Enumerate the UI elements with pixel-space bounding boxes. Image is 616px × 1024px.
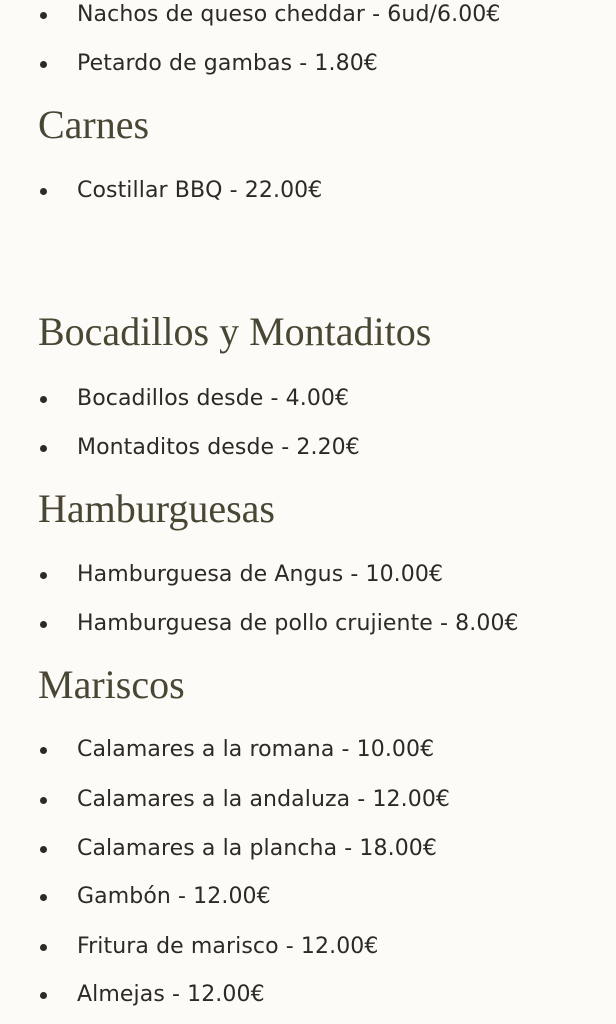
section-title-mariscos: Mariscos bbox=[38, 662, 185, 707]
menu-item bbox=[40, 433, 360, 463]
bullet-icon bbox=[40, 797, 47, 804]
bullet-icon bbox=[40, 12, 47, 19]
bullet-icon bbox=[40, 572, 47, 579]
bullet-icon bbox=[40, 944, 47, 951]
menu-item bbox=[40, 834, 437, 864]
menu-item bbox=[40, 560, 443, 590]
section-title-bocadillos: Bocadillos y Montaditos bbox=[38, 309, 432, 354]
bullet-icon bbox=[40, 188, 47, 195]
menu-item-text: Calamares a la romana - 10.00€ bbox=[77, 737, 435, 762]
bullet-icon bbox=[40, 894, 47, 901]
bullet-icon bbox=[40, 445, 47, 452]
menu-item-text: Montaditos desde - 2.20€ bbox=[77, 435, 360, 460]
menu-item-text: Calamares a la andaluza - 12.00€ bbox=[77, 787, 451, 812]
menu-item-text: Calamares a la plancha - 18.00€ bbox=[77, 836, 437, 861]
menu-item-text: Hamburguesa de pollo crujiente - 8.00€ bbox=[77, 611, 519, 636]
bullet-icon bbox=[40, 396, 47, 403]
menu-item-text: Hamburguesa de Angus - 10.00€ bbox=[77, 562, 444, 587]
menu-item-text: Gambón - 12.00€ bbox=[77, 884, 271, 909]
menu-item bbox=[40, 785, 450, 815]
bullet-icon bbox=[40, 621, 47, 628]
menu-item-text: Bocadillos desde - 4.00€ bbox=[77, 386, 350, 411]
bullet-icon bbox=[40, 846, 47, 853]
menu-item bbox=[40, 932, 378, 962]
menu-item bbox=[40, 176, 322, 206]
menu-item bbox=[40, 384, 349, 414]
bullet-icon bbox=[40, 992, 47, 999]
menu-item bbox=[40, 882, 271, 912]
section-title-hamburguesas: Hamburguesas bbox=[38, 486, 275, 531]
bullet-icon bbox=[40, 747, 47, 754]
section-title-carnes: Carnes bbox=[38, 102, 150, 147]
menu-item-text: Nachos de queso cheddar - 6ud/6.00€ bbox=[77, 2, 501, 27]
menu-item bbox=[40, 0, 501, 30]
menu-item-text: Almejas - 12.00€ bbox=[77, 982, 265, 1007]
menu-item bbox=[40, 735, 434, 765]
menu-item bbox=[40, 980, 265, 1010]
bullet-icon bbox=[40, 61, 47, 68]
menu-item-text: Fritura de marisco - 12.00€ bbox=[77, 934, 379, 959]
menu-item bbox=[40, 609, 519, 639]
menu-item-text: Petardo de gambas - 1.80€ bbox=[77, 51, 378, 76]
menu-item bbox=[40, 49, 378, 79]
menu-item-text: Costillar BBQ - 22.00€ bbox=[77, 178, 323, 203]
